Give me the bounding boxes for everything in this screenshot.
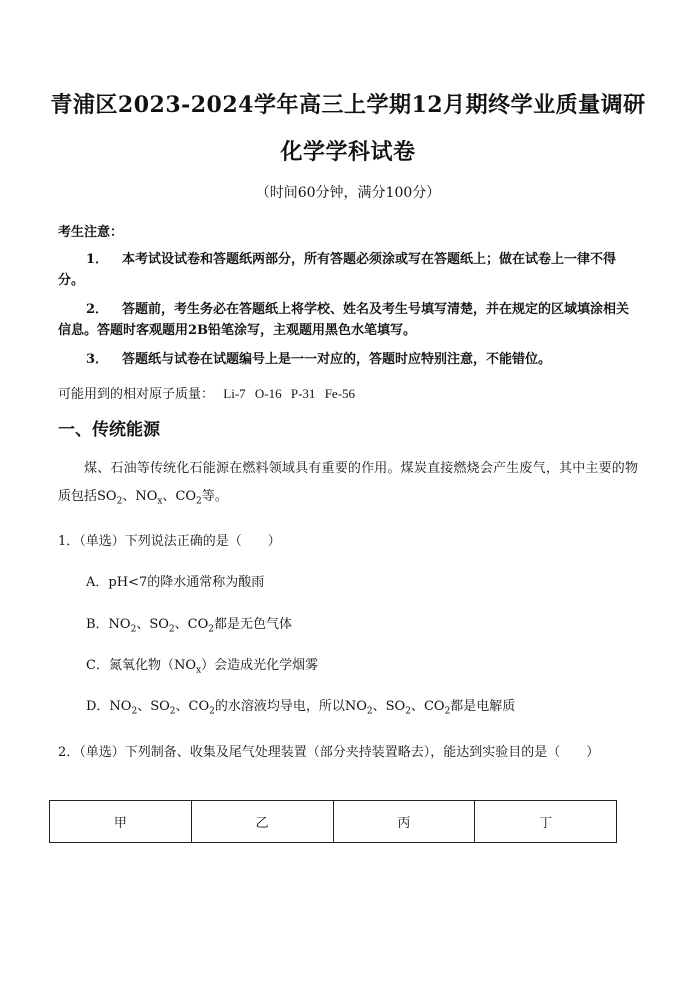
- notice-heading: 考生注意：: [58, 225, 124, 240]
- intro-text: 、NO: [122, 489, 158, 504]
- intro-text: 、CO: [162, 489, 197, 504]
- option-text: B．NO: [86, 617, 131, 632]
- section-intro: [58, 455, 638, 516]
- subscript: 2: [169, 706, 176, 717]
- apparatus-table: [49, 800, 617, 843]
- question-2-stem: 2．（单选）下列制备、收集及尾气处理装置（部分夹持装置略去），能达到实验目的是（ ）: [58, 745, 600, 760]
- notice-item-1: [58, 249, 638, 291]
- subscript: 2: [131, 706, 138, 717]
- option-text: 、CO: [174, 617, 209, 632]
- table-header-cell: 甲: [50, 801, 192, 843]
- option-text: C．氮氧化物（NO: [86, 658, 196, 673]
- question-1-option-a: A．pH<7的降水通常称为酸雨: [86, 575, 265, 590]
- option-text: 都是电解质: [450, 699, 516, 714]
- notice-item-text: 本考试设试卷和答题纸两部分，所有答题必须涂或写在答题纸上；做在试卷上一律不得分。: [58, 252, 617, 288]
- atomic-mass-li: Li-7: [223, 386, 246, 401]
- subscript: 2: [444, 706, 451, 717]
- question-1-option-c: [86, 654, 318, 676]
- subscript: 2: [366, 706, 373, 717]
- subscript: x: [157, 496, 163, 507]
- question-1-option-b: [86, 613, 292, 635]
- subscript: 2: [209, 706, 215, 717]
- subscript: 2: [130, 624, 137, 635]
- option-text: 、SO: [372, 699, 406, 714]
- subscript: 2: [208, 624, 214, 635]
- exam-duration-score: （时间60分钟，满分100分）: [255, 185, 441, 201]
- notice-item-number: 3．: [86, 352, 109, 367]
- notice-item-text: 答题纸与试卷在试题编号上是一一对应的，答题时应特别注意，不能错位。: [122, 352, 552, 367]
- notice-item-3: [58, 349, 638, 370]
- option-text: 、SO: [137, 699, 170, 714]
- table-row: [50, 801, 617, 843]
- option-text: 、SO: [136, 617, 169, 632]
- table-header-cell: 丁: [475, 801, 617, 843]
- option-text: ）会造成光化学烟雾: [201, 658, 319, 673]
- section-title: 一、传统能源: [58, 420, 160, 440]
- notice-item-number: 2．: [86, 302, 109, 317]
- subscript: 2: [116, 496, 123, 507]
- table-header-cell: 丙: [333, 801, 475, 843]
- subscript: x: [195, 665, 202, 676]
- exam-title: 青浦区2023-2024学年高三上学期12月期终学业质量调研: [50, 92, 646, 118]
- intro-text: 等。: [201, 489, 228, 504]
- subscript: 2: [405, 706, 411, 717]
- intro-text: 煤、石油等传统化石能源在燃料领域具有重要的作用。煤炭直接燃烧会产生废气，其中主要的物质包括SO: [58, 461, 638, 504]
- notice-item-text: 答题前，考生务必在答题纸上将学校、姓名及考生号填写清楚，并在规定的区域填涂相关信息。答题时客观题用2B铅笔涂写，主观题用黑色水笔填写。: [58, 302, 630, 338]
- notice-item-number: 1．: [86, 252, 109, 267]
- atomic-mass-fe: Fe-56: [324, 386, 356, 401]
- option-text: 的水溶液均导电，所以NO: [214, 699, 367, 714]
- table-header-cell: 乙: [191, 801, 333, 843]
- atomic-mass-p: P-31: [290, 386, 316, 401]
- atomic-masses-label: 可能用到的相对原子质量：: [58, 386, 215, 401]
- question-1-option-d: [86, 695, 515, 717]
- subject-title: 化学学科试卷: [280, 139, 416, 165]
- option-text: 、CO: [175, 699, 210, 714]
- atomic-masses: [58, 383, 355, 402]
- option-text: 都是无色气体: [213, 617, 292, 632]
- option-text: 、CO: [410, 699, 445, 714]
- atomic-mass-o: O-16: [254, 386, 282, 401]
- subscript: 2: [196, 496, 202, 507]
- question-1-stem: 1．（单选）下列说法正确的是（ ）: [58, 534, 281, 549]
- notice-item-2: [58, 299, 638, 341]
- option-text: D．NO: [86, 699, 132, 714]
- subscript: 2: [168, 624, 175, 635]
